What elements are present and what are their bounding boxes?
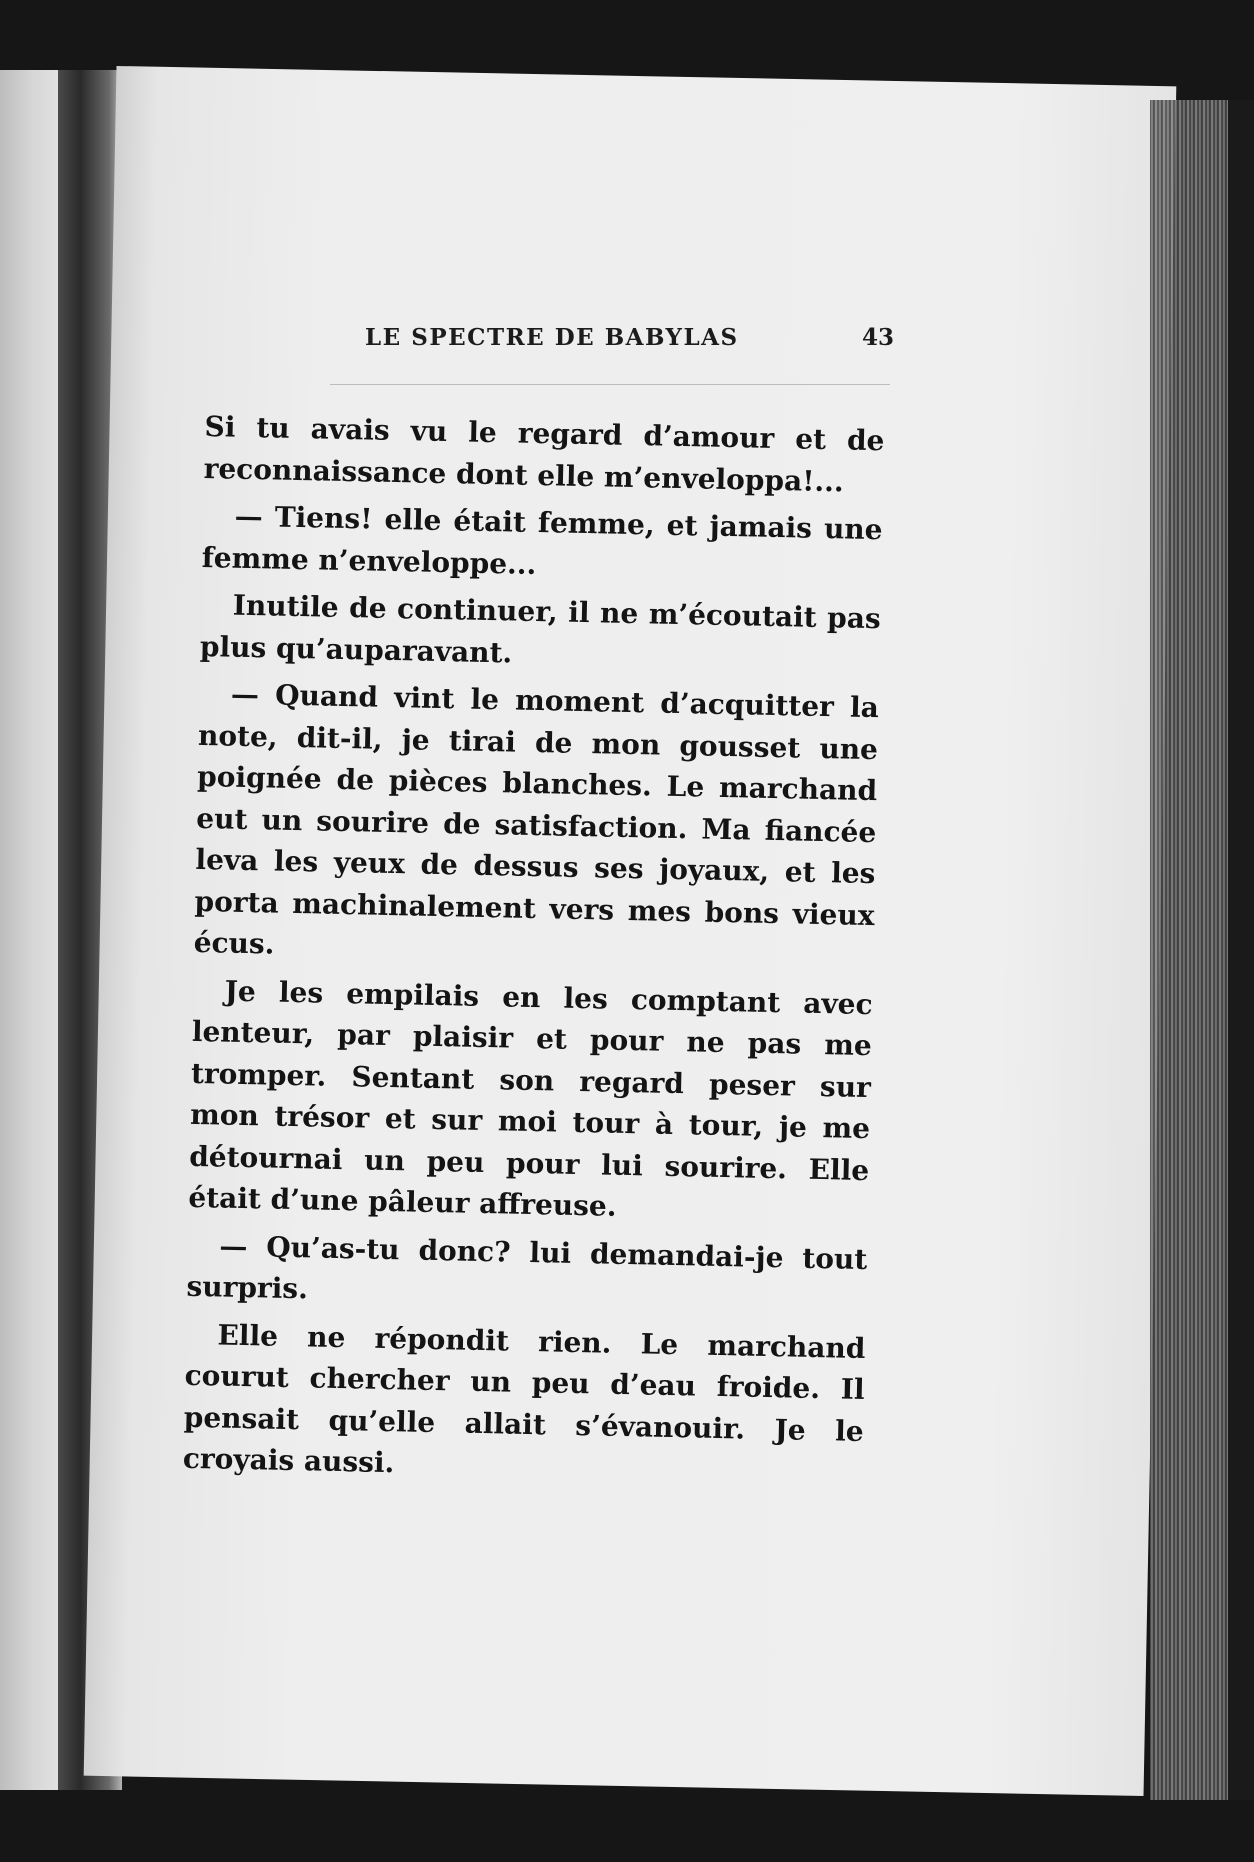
running-head-title: LE SPECTRE DE BABYLAS	[365, 324, 739, 351]
page-edges-stack	[1150, 100, 1230, 1800]
paragraph: — Qu’as-tu donc? lui demandai-je tout surpris.	[186, 1228, 868, 1306]
paragraph: — Quand vint le moment d’acquitter la note, dit-il, je tirai de mon gousset une poignée de pièces blanches. Le marchand eut un sourire de satisfaction. Ma fiancée leva les yeux de dessus ses joyaux, et les porta machinalement vers mes bons vieux écus.	[193, 677, 880, 961]
paragraph: — Tiens! elle était femme, et jamais une femme n’enveloppe...	[201, 499, 883, 581]
paragraph: Je les empilais en les comptant avec lenteur, par plaisir et pour ne pas me tromper. Sentant son regard peser sur mon trésor et sur moi tour à tour, je me détournai un peu pour lui sourire. Elle était d’une pâleur affreuse.	[188, 974, 873, 1223]
edge-shadow	[1228, 100, 1254, 1800]
body-text	[182, 406, 884, 1500]
page-number: 43	[861, 324, 894, 351]
header-rule	[330, 384, 890, 385]
paragraph: Inutile de continuer, il ne m’écoutait pas plus qu’auparavant.	[199, 588, 882, 669]
paragraph: Si tu avais vu le regard d’amour et de reconnaissance dont elle m’enveloppa!...	[203, 409, 885, 498]
paragraph: Elle ne répondit rien. Le marchand courut chercher un peu d’eau froide. Il pensait qu’elle allait s’évanouir. Je le croyais aussi.	[182, 1317, 866, 1480]
facing-page-edge	[0, 70, 60, 1790]
running-head	[245, 320, 900, 360]
